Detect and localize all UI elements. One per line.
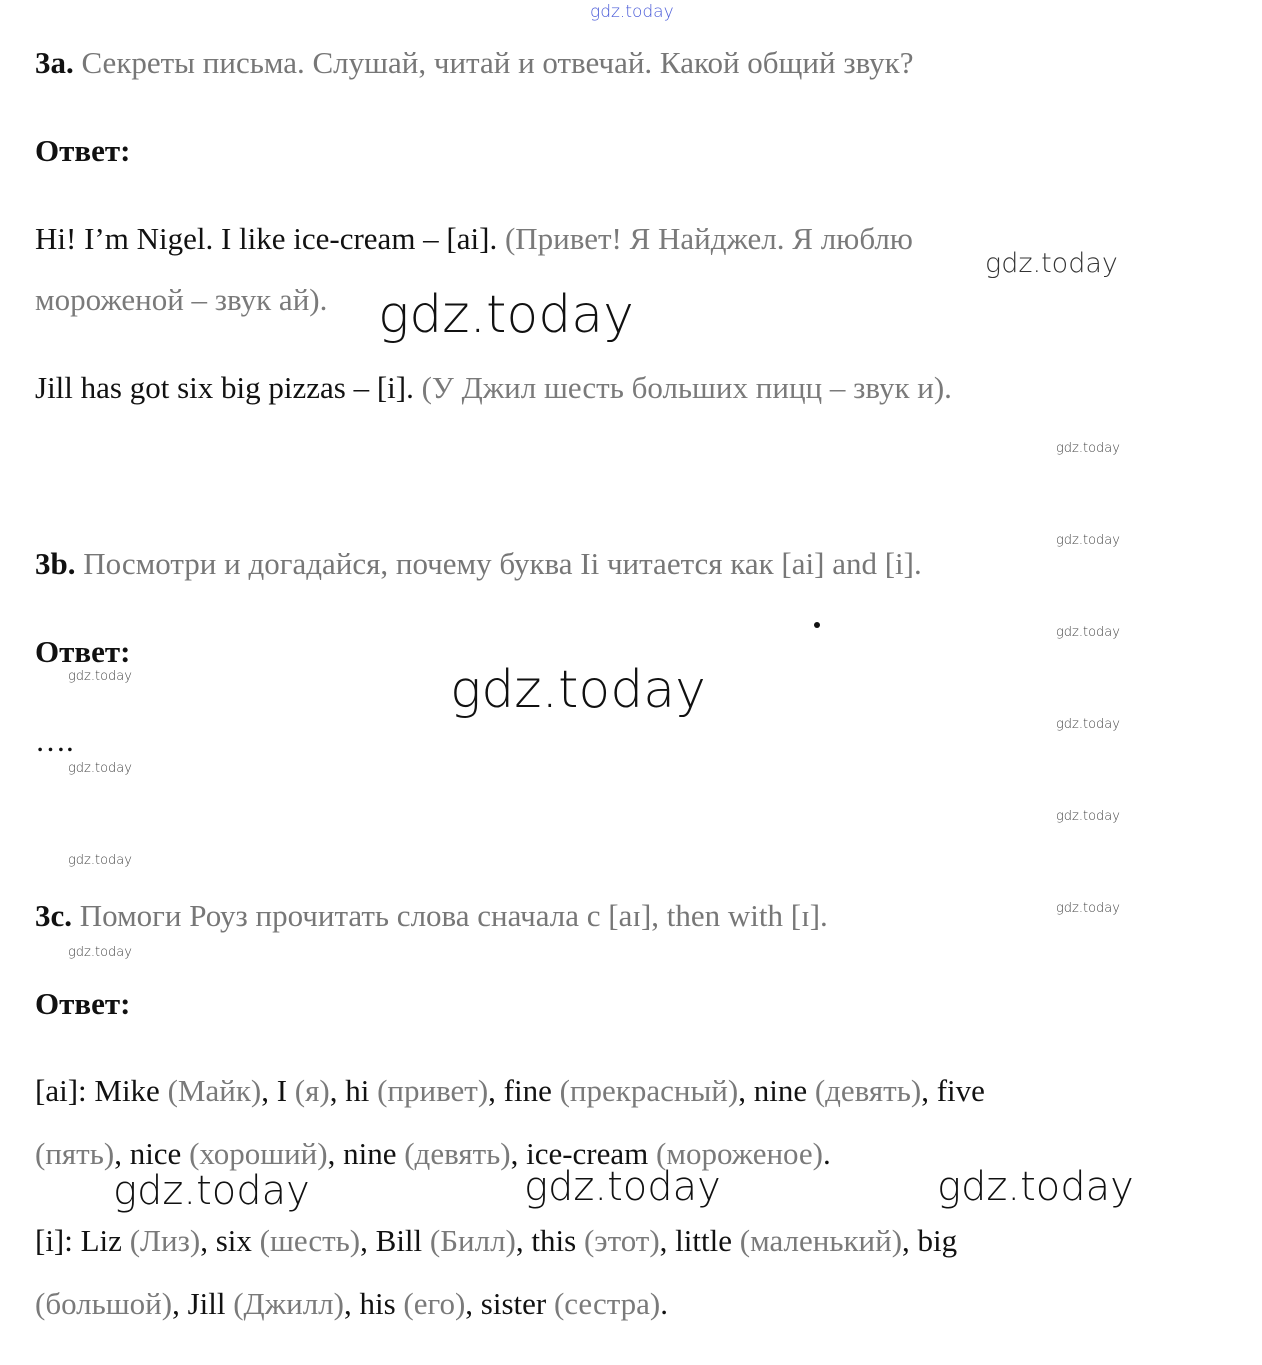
answer-label: Ответ: [35,986,131,1021]
english-text: Hi! I’m Nigel. I like ice-cream – [ai]. [35,221,505,256]
task-3b-heading [35,545,922,583]
watermark: gdz.today [378,285,634,345]
translation-text: (сестра) [553,1286,661,1321]
task-prompt: Секреты письма. Слушай, читай и отвечай. Какой общий звук? [73,45,914,80]
answer-label: Ответ: [35,133,131,168]
english-text: Jill has got six big pizzas – [i]. [35,370,422,405]
english-text: [i]: Liz [35,1223,130,1258]
watermark: gdz.today [68,761,132,776]
watermark-top: gdz.today [590,2,674,22]
translation-text: (этот) [583,1223,660,1258]
translation-text: (Майк) [167,1073,262,1108]
watermark: gdz.today [1056,441,1120,456]
english-text: , six [200,1223,260,1258]
english-text: , Bill [360,1223,430,1258]
task-number: 3b. [35,546,76,581]
translation-text: (девять) [404,1136,511,1171]
answer-line [35,1072,985,1110]
english-text: [ai]: Mike [35,1073,168,1108]
watermark: gdz.today [68,853,132,868]
watermark: gdz.today [1056,625,1120,640]
answer-line [35,220,913,258]
watermark: gdz.today [450,660,706,720]
translation-text: мороженой – звук ай). [35,282,328,317]
english-text: , sister [465,1286,554,1321]
translation-text: (шесть) [259,1223,361,1258]
english-text: , little [659,1223,740,1258]
watermark: gdz.today [1056,901,1120,916]
english-text: , Jill [172,1286,234,1321]
english-text: , nine [327,1136,405,1171]
watermark: gdz.today [1056,533,1120,548]
translation-text: (хороший) [189,1136,328,1171]
english-text: , big [902,1223,958,1258]
english-text: , I [261,1073,295,1108]
english-text: , nice [114,1136,190,1171]
watermark: gdz.today [1056,809,1120,824]
translation-text: (Билл) [429,1223,516,1258]
task-3c-heading [35,897,828,935]
translation-text: (его) [403,1286,466,1321]
watermark: gdz.today [1056,717,1120,732]
english-text: . [660,1286,668,1321]
answer-label: Ответ: [35,634,131,669]
english-text: , ice-cream [510,1136,657,1171]
english-text: . [823,1136,831,1171]
translation-text: (большой) [35,1286,173,1321]
english-text: , this [515,1223,584,1258]
watermark: gdz.today [524,1164,721,1210]
answer-line [35,369,952,407]
english-text: , his [343,1286,404,1321]
english-text: , five [921,1073,985,1108]
answer-line [35,1285,668,1323]
watermark: gdz.today [113,1168,310,1214]
task-number: 3a. [35,45,74,80]
translation-text: (прекрасный) [559,1073,739,1108]
translation-text: (мороженое) [656,1136,824,1171]
translation-text: (Джилл) [233,1286,344,1321]
answer-ellipsis: …. [35,723,74,758]
translation-text: (У Джил шесть больших пицц – звук и). [421,370,952,405]
answer-line [35,1222,957,1260]
task-prompt: Посмотри и догадайся, почему буква Ii читается как [ai] and [i]. [75,546,922,581]
watermark: gdz.today [68,669,132,684]
task-prompt: Помоги Роуз прочитать слова сначала с [aɪ], then with [ɪ]. [72,898,828,933]
watermark: gdz.today [68,945,132,960]
english-text: , fine [488,1073,560,1108]
answer-line [35,281,327,319]
translation-text: (пять) [35,1136,115,1171]
watermark: gdz.today [985,248,1118,279]
watermark: gdz.today [937,1164,1134,1210]
translation-text: (Привет! Я Найджел. Я люблю [504,221,913,256]
translation-text: (Лиз) [129,1223,201,1258]
task-number: 3c. [35,898,73,933]
translation-text: (девять) [814,1073,922,1108]
english-text: , hi [329,1073,378,1108]
task-3a-heading [35,44,914,82]
translation-text: (привет) [377,1073,489,1108]
stray-dot [814,622,820,628]
answer-line [35,1135,831,1173]
english-text: , nine [738,1073,815,1108]
translation-text: (маленький) [739,1223,903,1258]
translation-text: (я) [294,1073,330,1108]
